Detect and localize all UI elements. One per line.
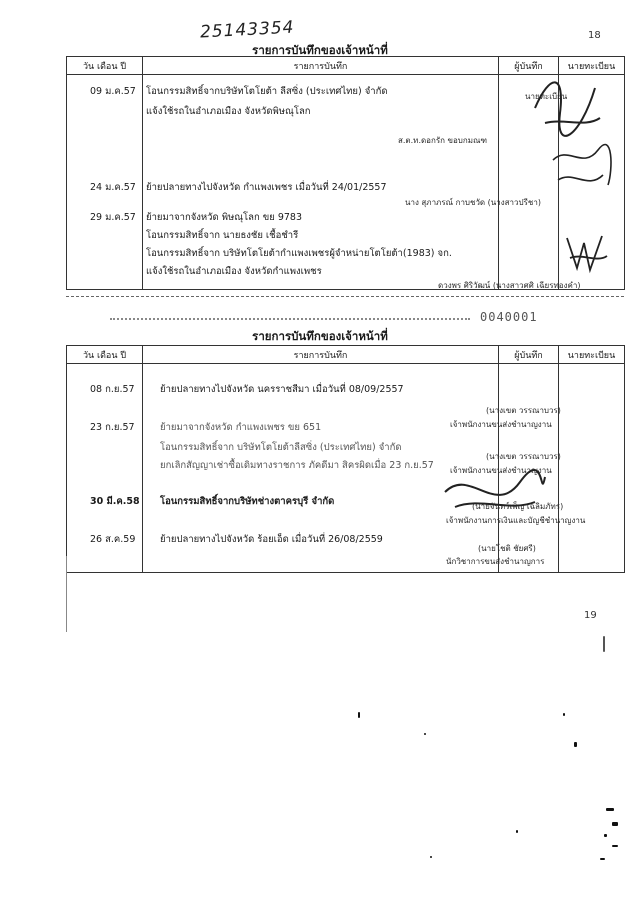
s1-row3-line4: แจ้งใช้รถในอำเภอเมือง จังหวัดกำแพงเพชร (146, 266, 322, 277)
scan-speck (516, 830, 518, 833)
s2-stamp-2a: (นางเขต วรรณาบวร) (486, 452, 561, 461)
scan-speck (424, 733, 426, 735)
s2-row2-line1: ย้ายมาจากจังหวัด กำแพงเพชร ขย 651 (160, 422, 322, 433)
s1-stamp-officer2: นาง สุภาภรณ์ กาบชวัด (นางสาวปรีชา) (405, 198, 541, 207)
s2-stamp-4b: นักวิชาการขนส่งชำนาญการ (446, 557, 545, 566)
s1-row3-line1: ย้ายมาจากจังหวัด พิษณุโลก ขย 9783 (146, 212, 302, 223)
divider-code: 0040001 (480, 310, 538, 324)
header-registrar: นายทะเบียน (559, 57, 625, 75)
s2-stamp-1b: เจ้าพนักงานขนส่งชำนาญงาน (450, 420, 552, 429)
handwritten-number: 25143354 (199, 17, 295, 43)
header-date-2: วัน เดือน ปี (67, 346, 143, 364)
scan-speck (563, 713, 565, 716)
section1-title: รายการบันทึกของเจ้าหน้าที่ (252, 43, 388, 57)
scan-speck (358, 712, 360, 718)
margin-line (66, 556, 67, 632)
s2-signature-1 (440, 462, 550, 522)
s1-stamp-registrar: นายทะเบียน (525, 92, 568, 101)
scan-speck (600, 858, 605, 860)
s1-row1-date: 09 ม.ค.57 (90, 86, 136, 97)
s2-stamp-1a: (นางเขต วรรณาบวร) (486, 406, 561, 415)
s2-row5-line1: ย้ายปลายทางไปจังหวัด ร้อยเอ็ด เมื่อวันที่ 26/08/2559 (160, 534, 383, 545)
s1-row3-line3: โอนกรรมสิทธิ์จาก บริษัทโตโยต้ากำแพงเพชรผู้จำหน่ายโตโยต้า(1983) จก. (146, 248, 452, 259)
divider-dots (110, 318, 470, 320)
scan-speck (604, 834, 607, 837)
s1-row1-line2: แจ้งใช้รถในอำเภอเมือง จังหวัดพิษณุโลก (146, 106, 311, 117)
s1-stamp-officer3: ดวงพร ศิริวัฒน์ (นางสาวศศิ เฉียรทองคำ) (438, 281, 581, 290)
header-recorder: ผู้บันทึก (499, 57, 559, 75)
s1-stamp-officer: ส.ต.ท.ดอกรัก ขอบกมณฑ (398, 136, 488, 145)
page-number-top: 18 (588, 30, 601, 41)
s2-row3-line2: ยกเลิกสัญญาเช่าซื้อเดิมทางราชการ ภัคดีมา สิครผิดเมื่อ 23 ก.ย.57 (160, 460, 434, 471)
header-entry: รายการบันทึก (143, 57, 499, 75)
scan-speck (606, 808, 614, 811)
s1-signature-2 (548, 140, 618, 200)
s2-stamp-3a: (นายจันทร์เพ็ญ เฉลิมภัทร) (472, 502, 564, 511)
s1-row3-date: 29 ม.ค.57 (90, 212, 136, 223)
scan-speck (603, 636, 605, 652)
s1-row1-line1: โอนกรรมสิทธิ์จากบริษัทโตโยต้า ลีสซิ่ง (ประเทศไทย) จำกัด (146, 86, 388, 97)
section2-title: รายการบันทึกของเจ้าหน้าที่ (252, 329, 388, 343)
s2-row2-date: 23 ก.ย.57 (90, 422, 135, 433)
s2-row3-line1: โอนกรรมสิทธิ์จาก บริษัทโตโยต้าลีสซิ่ง (ประเทศไทย) จำกัด (160, 442, 402, 453)
page-number-bottom: 19 (584, 610, 597, 621)
scan-speck (430, 856, 432, 858)
s2-row4-date: 30 มี.ค.58 (90, 496, 140, 507)
s2-stamp-4a: (นายโชติ ชัยศรี) (478, 544, 536, 553)
s1-signature-3 (562, 228, 612, 276)
s1-row3-line2: โอนกรรมสิทธิ์จาก นายธงชัย เชื้อชำรี (146, 230, 299, 241)
s2-stamp-2b: เจ้าพนักงานขนส่งชำนาญงาน (450, 466, 552, 475)
s2-row1-date: 08 ก.ย.57 (90, 384, 135, 395)
scan-speck (612, 822, 618, 826)
s2-row5-date: 26 ส.ค.59 (90, 534, 136, 545)
s2-stamp-3b: เจ้าพนักงานการเงินและบัญชีชำนาญงาน (446, 516, 586, 525)
header-registrar-2: นายทะเบียน (559, 346, 625, 364)
s1-signature-1 (525, 68, 605, 148)
header-recorder-2: ผู้บันทึก (499, 346, 559, 364)
scan-speck (574, 742, 577, 747)
s1-row2-date: 24 ม.ค.57 (90, 182, 136, 193)
header-date: วัน เดือน ปี (67, 57, 143, 75)
page-divider (66, 296, 624, 297)
scan-speck (612, 845, 618, 847)
s2-row1-line1: ย้ายปลายทางไปจังหวัด นครราชสีมา เมื่อวันที่ 08/09/2557 (160, 384, 404, 395)
s2-row4-line1: โอนกรรมสิทธิ์จากบริษัทช่างตาครบุรี จำกัด (160, 496, 335, 507)
header-entry-2: รายการบันทึก (143, 346, 499, 364)
s1-row2-line1: ย้ายปลายทางไปจังหวัด กำแพงเพชร เมื่อวันที่ 24/01/2557 (146, 182, 387, 193)
